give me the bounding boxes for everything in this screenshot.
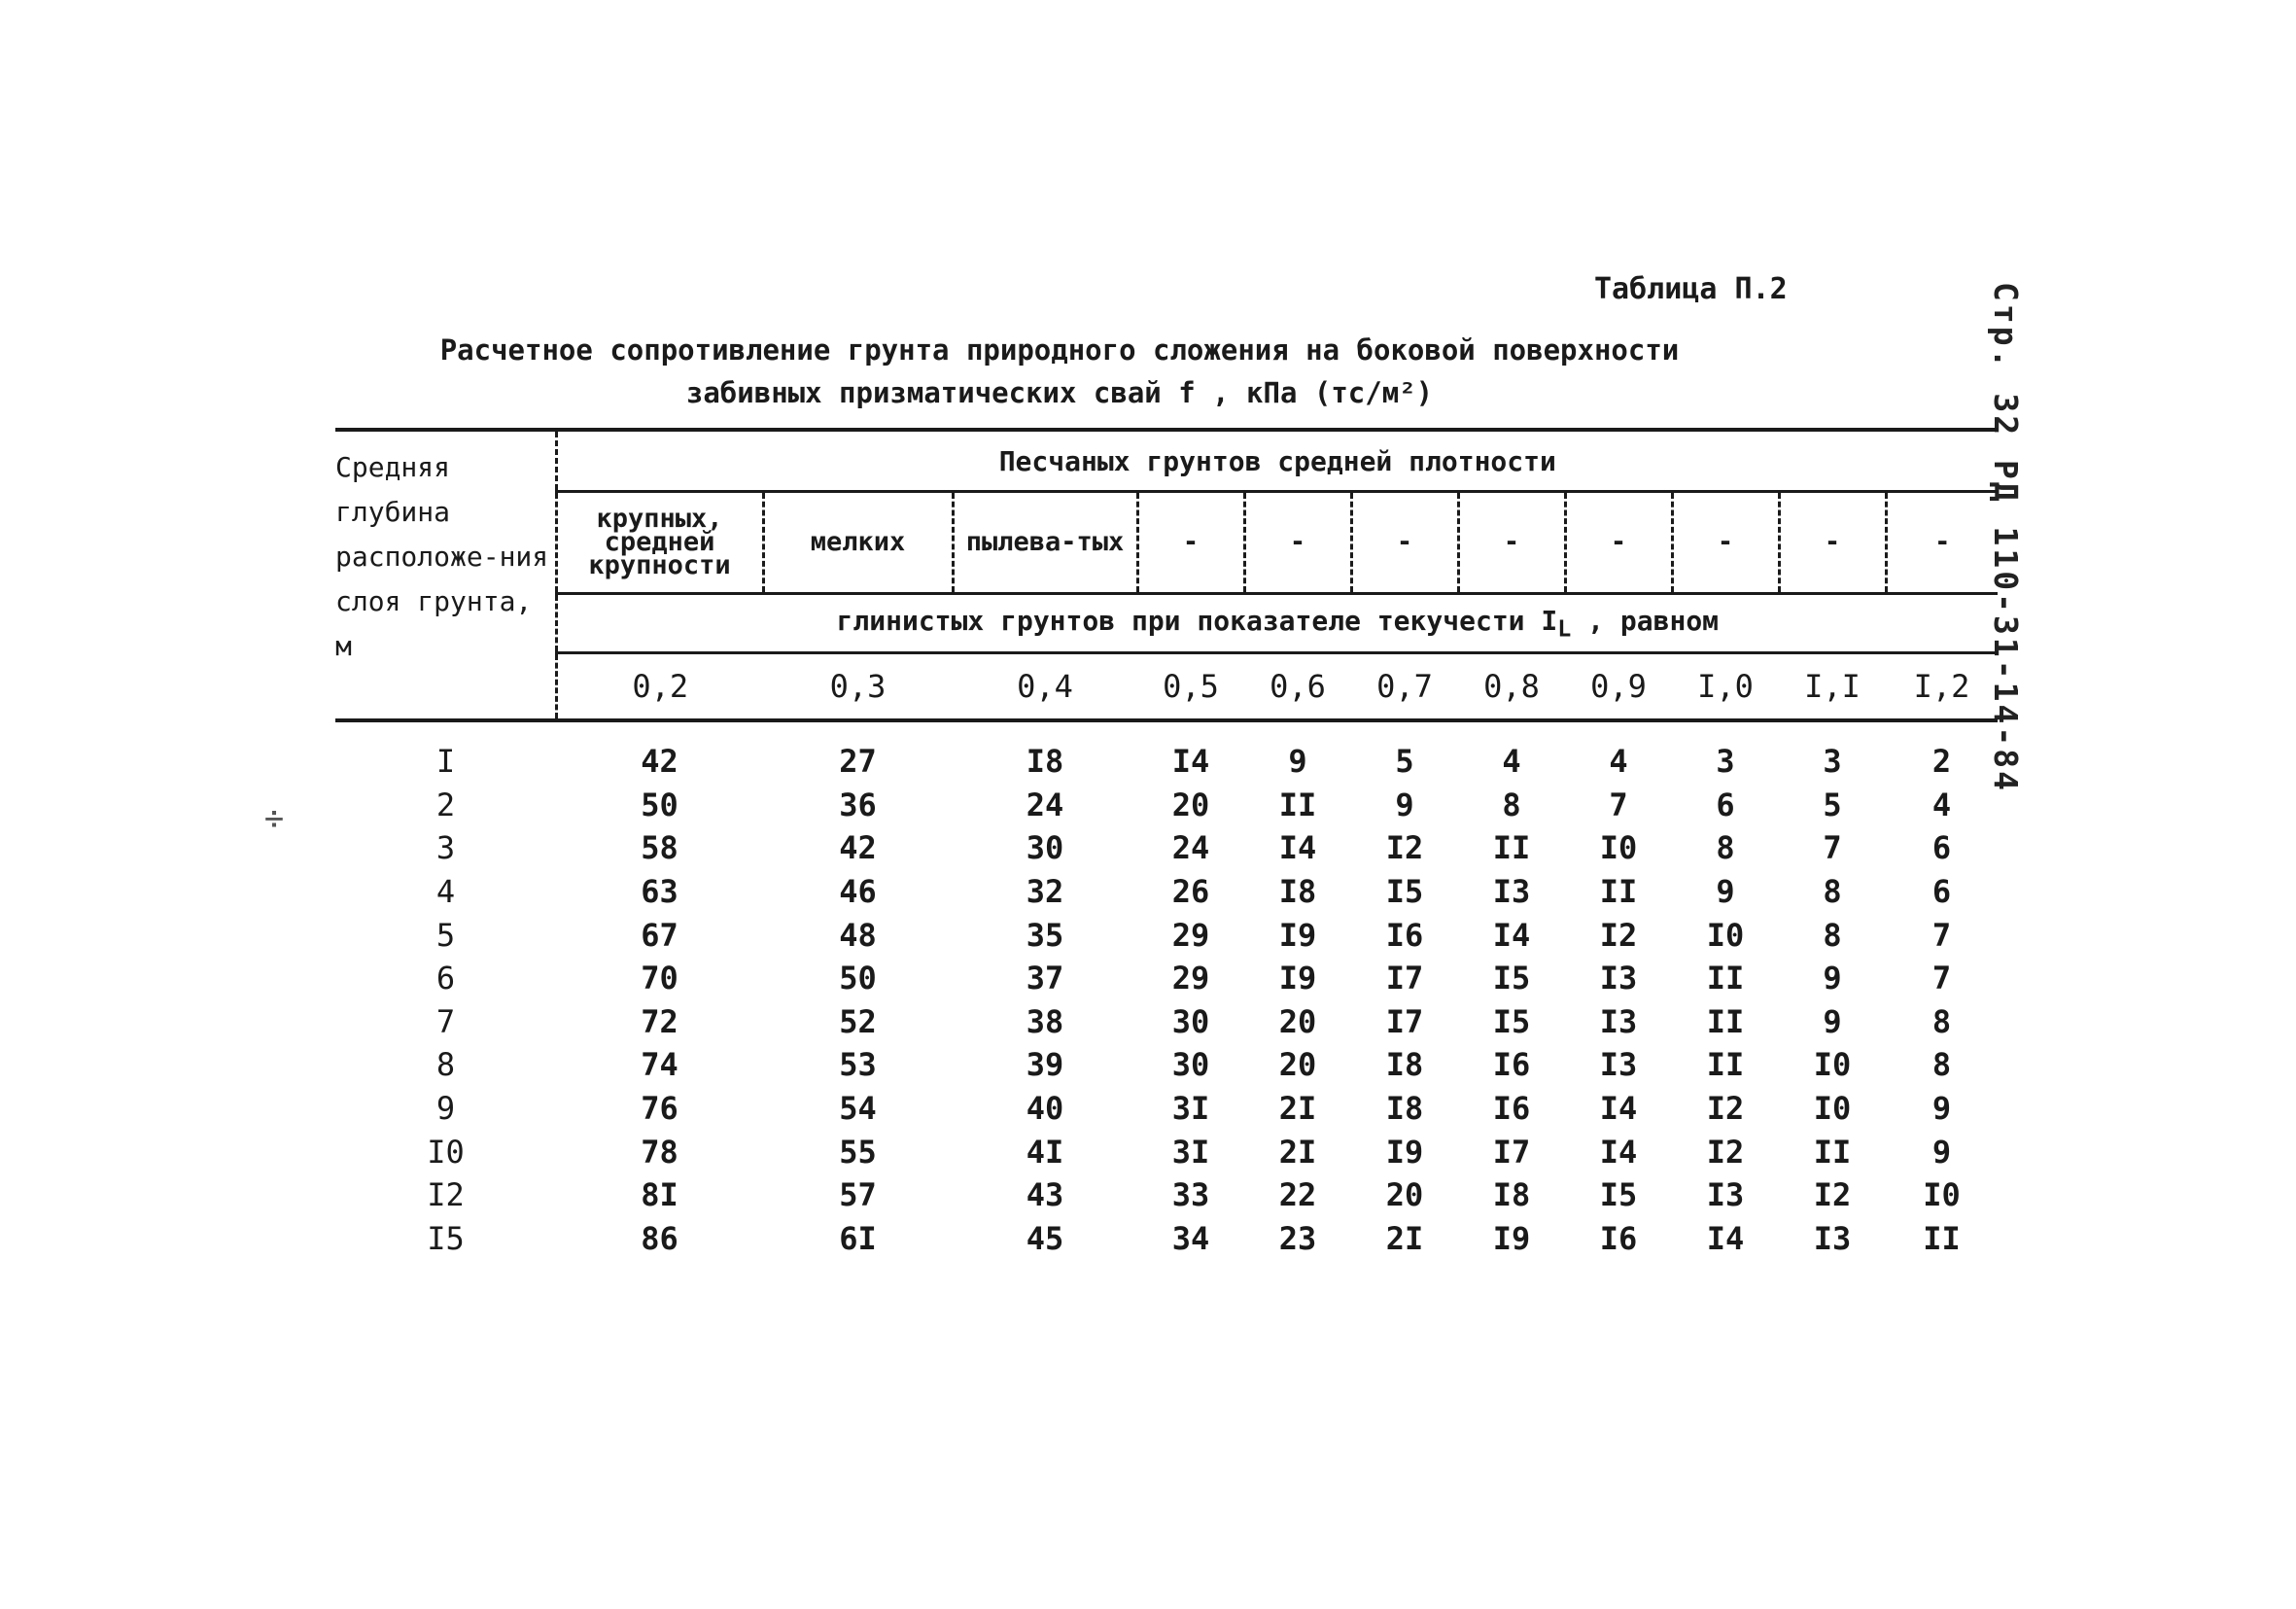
value-cell: 50 [839, 960, 877, 997]
value-cell: I8 [1492, 1176, 1531, 1214]
depth-cell: 7 [435, 1002, 456, 1040]
sand-type-cell: - [1934, 527, 1951, 557]
il-value-cell: 0,2 [632, 668, 689, 705]
value-cell: 8 [1823, 873, 1842, 911]
value-cell: 34 [1171, 1219, 1210, 1257]
table-label: Таблица П.2 [1594, 272, 1788, 306]
value-cell: I0 [1923, 1176, 1961, 1214]
value-cell: 30 [1171, 1002, 1210, 1040]
sand-type-cell: - [1137, 492, 1244, 594]
value-cell: 2I [1278, 1090, 1317, 1128]
value-cell: I4 [1278, 829, 1317, 867]
value-cell: 78 [641, 1133, 678, 1171]
table-title [408, 329, 1711, 414]
depth-cell: I [435, 743, 456, 781]
value-cell: I2 [1599, 916, 1638, 954]
value-cell: 86 [641, 1219, 678, 1257]
value-cell: 54 [839, 1090, 877, 1128]
value-cell: II [1706, 960, 1745, 997]
value-cell: I3 [1599, 960, 1638, 997]
value-cell: I8 [1385, 1046, 1424, 1084]
value-cell: 63 [641, 873, 678, 911]
value-cell: II [1706, 1046, 1745, 1084]
value-cell: I6 [1599, 1219, 1638, 1257]
value-cell: 26 [1171, 873, 1210, 911]
value-cell: 6 [1931, 829, 1952, 867]
value-cell: II [1706, 1002, 1745, 1040]
value-cell: 24 [1026, 786, 1064, 823]
sand-type-cell: - [1458, 492, 1565, 594]
value-cell: I0 [1599, 829, 1638, 867]
value-cell: 7 [1823, 829, 1842, 867]
value-cell: I8 [1026, 743, 1064, 781]
il-value-cell: 0,8 [1483, 668, 1540, 705]
value-cell: 8 [1502, 786, 1521, 823]
value-cell: II [1813, 1133, 1852, 1171]
value-cell: 22 [1278, 1176, 1317, 1214]
value-cell: 24 [1171, 829, 1210, 867]
value-cell: 8I [641, 1176, 678, 1214]
value-cell: I0 [1813, 1090, 1852, 1128]
value-cell: 3 [1823, 743, 1842, 781]
depth-cell: I5 [427, 1219, 465, 1257]
sand-type-cell: пылева-тых [953, 492, 1137, 594]
value-cell: 27 [839, 743, 877, 781]
side-note: Стр. 32 РД 110-31-14-84 [1987, 282, 2025, 793]
value-cell: 72 [641, 1002, 678, 1040]
value-cell: 32 [1026, 873, 1064, 911]
value-cell: 6 [1716, 786, 1735, 823]
depth-cell: 9 [435, 1090, 456, 1128]
value-cell: I3 [1492, 873, 1531, 911]
value-cell: 8 [1931, 1002, 1952, 1040]
il-value-cell: 0,7 [1376, 668, 1433, 705]
table-row [335, 722, 1998, 784]
value-cell: I9 [1278, 960, 1317, 997]
value-cell: 52 [839, 1002, 877, 1040]
table-row [335, 913, 1998, 957]
il-value-cell: 0,4 [1017, 668, 1073, 705]
value-cell: I0 [1813, 1046, 1852, 1084]
value-cell: 7 [1931, 916, 1952, 954]
value-cell: 67 [641, 916, 678, 954]
value-cell: I4 [1492, 916, 1531, 954]
value-cell: 4 [1502, 743, 1521, 781]
depth-cell: 8 [435, 1046, 456, 1084]
sand-type-cell: - [1672, 492, 1779, 594]
value-cell: II [1599, 873, 1638, 911]
value-cell: I2 [1385, 829, 1424, 867]
value-cell: I5 [1385, 873, 1424, 911]
value-cell: I3 [1599, 1046, 1638, 1084]
value-cell: I8 [1385, 1090, 1424, 1128]
value-cell: 20 [1278, 1046, 1317, 1084]
value-cell: 3 [1716, 743, 1735, 781]
table-body [335, 722, 1998, 1260]
resistance-table [335, 428, 1998, 1260]
value-cell: 29 [1171, 960, 1210, 997]
sand-type-cell: - [1565, 492, 1672, 594]
value-cell: 9 [1931, 1090, 1952, 1128]
value-cell: 58 [641, 829, 678, 867]
sand-type-cell: - [1779, 492, 1886, 594]
value-cell: I5 [1599, 1176, 1638, 1214]
table-row [335, 784, 1998, 827]
value-cell: I9 [1492, 1219, 1531, 1257]
value-cell: I3 [1706, 1176, 1745, 1214]
value-cell: I4 [1599, 1090, 1638, 1128]
depth-cell: I2 [427, 1176, 465, 1214]
value-cell: I5 [1492, 960, 1531, 997]
table-row [335, 1087, 1998, 1131]
value-cell: 53 [839, 1046, 877, 1084]
value-cell: I6 [1385, 916, 1424, 954]
value-cell: II [1923, 1219, 1961, 1257]
sand-type-cell: крупных, средней крупности [556, 492, 763, 594]
value-cell: I8 [1278, 873, 1317, 911]
value-cell: I7 [1492, 1133, 1531, 1171]
value-cell: 8 [1823, 916, 1842, 954]
value-cell: I0 [1706, 916, 1745, 954]
value-cell: II [1492, 829, 1531, 867]
value-cell: I6 [1492, 1046, 1531, 1084]
value-cell: 76 [641, 1090, 678, 1128]
value-cell: 6I [839, 1219, 877, 1257]
value-cell: 9 [1288, 743, 1307, 781]
value-cell: 20 [1278, 1002, 1317, 1040]
value-cell: I7 [1385, 960, 1424, 997]
value-cell: I3 [1813, 1219, 1852, 1257]
title-line-2: забивных призматических свай f , кПа (тс/м²) [685, 376, 1434, 409]
value-cell: 50 [641, 786, 678, 823]
sand-type-cell: мелких [763, 492, 953, 594]
value-cell: 45 [1026, 1219, 1064, 1257]
depth-cell: I0 [427, 1133, 465, 1171]
value-cell: I4 [1171, 743, 1210, 781]
value-cell: 33 [1171, 1176, 1210, 1214]
value-cell: 3I [1171, 1133, 1210, 1171]
value-cell: 38 [1026, 1002, 1064, 1040]
il-value-cell: I,2 [1913, 668, 1970, 705]
table-row [335, 1173, 1998, 1217]
value-cell: 9 [1823, 960, 1842, 997]
clay-header-text: глинистых грунтов при показателе текучести I [836, 604, 1558, 637]
value-cell: 9 [1395, 786, 1414, 823]
depth-cell: 6 [435, 960, 456, 997]
table-row [335, 826, 1998, 870]
table-row [335, 957, 1998, 1000]
value-cell: 8 [1931, 1046, 1952, 1084]
depth-cell: 3 [435, 829, 456, 867]
value-cell: I2 [1813, 1176, 1852, 1214]
value-cell: 40 [1026, 1090, 1064, 1128]
depth-cell: 4 [435, 873, 456, 911]
value-cell: 20 [1171, 786, 1210, 823]
value-cell: 74 [641, 1046, 678, 1084]
value-cell: 3I [1171, 1090, 1210, 1128]
sand-type-cell: - [1351, 492, 1458, 594]
value-cell: I2 [1706, 1133, 1745, 1171]
value-cell: 48 [839, 916, 877, 954]
value-cell: I9 [1278, 916, 1317, 954]
depth-header: Средняя глубина расположе-ния слоя грунта, м [335, 430, 556, 720]
value-cell: 46 [839, 873, 877, 911]
value-cell: 37 [1026, 960, 1064, 997]
value-cell: 4 [1609, 743, 1628, 781]
value-cell: 57 [839, 1176, 877, 1214]
value-cell: I2 [1706, 1090, 1745, 1128]
value-cell: 7 [1609, 786, 1628, 823]
value-cell: 9 [1823, 1002, 1842, 1040]
table-row [335, 1130, 1998, 1173]
value-cell: 30 [1026, 829, 1064, 867]
value-cell: 6 [1931, 873, 1952, 911]
value-cell: 5 [1823, 786, 1842, 823]
speck-mark: ÷ [255, 799, 294, 838]
value-cell: 4 [1931, 786, 1952, 823]
il-value-cell: 0,3 [829, 668, 887, 705]
value-cell: 9 [1931, 1133, 1952, 1171]
value-cell: 29 [1171, 916, 1210, 954]
depth-cell: 5 [435, 916, 456, 954]
value-cell: I6 [1492, 1090, 1531, 1128]
table-row [335, 1043, 1998, 1087]
il-value-cell: 0,9 [1590, 668, 1647, 705]
value-cell: 2I [1278, 1133, 1317, 1171]
il-value-cell: 0,5 [1163, 668, 1219, 705]
title-line-1: Расчетное сопротивление грунта природного сложения на боковой поверхности [439, 333, 1680, 367]
value-cell: II [1278, 786, 1317, 823]
il-value-cell: I,I [1804, 668, 1861, 705]
il-value-cell: 0,6 [1270, 668, 1326, 705]
clay-header-subscript: L [1557, 614, 1572, 643]
value-cell: 42 [641, 743, 678, 781]
value-cell: I7 [1385, 1002, 1424, 1040]
value-cell: 8 [1716, 829, 1735, 867]
value-cell: 36 [839, 786, 877, 823]
il-value-cell: I,0 [1697, 668, 1754, 705]
sand-type-cell: - [1244, 492, 1351, 594]
value-cell: 39 [1026, 1046, 1064, 1084]
value-cell: 30 [1171, 1046, 1210, 1084]
value-cell: 70 [641, 960, 678, 997]
clay-header-suffix: , равном [1587, 604, 1720, 637]
sand-header: Песчаных грунтов средней плотности [556, 430, 1998, 492]
value-cell: 55 [839, 1133, 877, 1171]
table-row [335, 1217, 1998, 1261]
clay-header [556, 594, 1998, 653]
value-cell: 9 [1716, 873, 1735, 911]
value-cell: 42 [839, 829, 877, 867]
value-cell: I4 [1706, 1219, 1745, 1257]
value-cell: I3 [1599, 1002, 1638, 1040]
depth-cell: 2 [435, 786, 456, 823]
value-cell: 23 [1278, 1219, 1317, 1257]
value-cell: 43 [1026, 1176, 1064, 1214]
value-cell: 2I [1385, 1219, 1424, 1257]
value-cell: 5 [1395, 743, 1414, 781]
value-cell: I4 [1599, 1133, 1638, 1171]
value-cell: 20 [1385, 1176, 1424, 1214]
value-cell: 7 [1931, 960, 1952, 997]
value-cell: I5 [1492, 1002, 1531, 1040]
value-cell: 2 [1931, 743, 1952, 781]
sand-types-row [335, 492, 1998, 594]
table-row [335, 870, 1998, 914]
il-values-row [335, 653, 1998, 721]
table-row [335, 1000, 1998, 1044]
value-cell: I9 [1385, 1133, 1424, 1171]
value-cell: 35 [1026, 916, 1064, 954]
value-cell: 4I [1026, 1133, 1064, 1171]
